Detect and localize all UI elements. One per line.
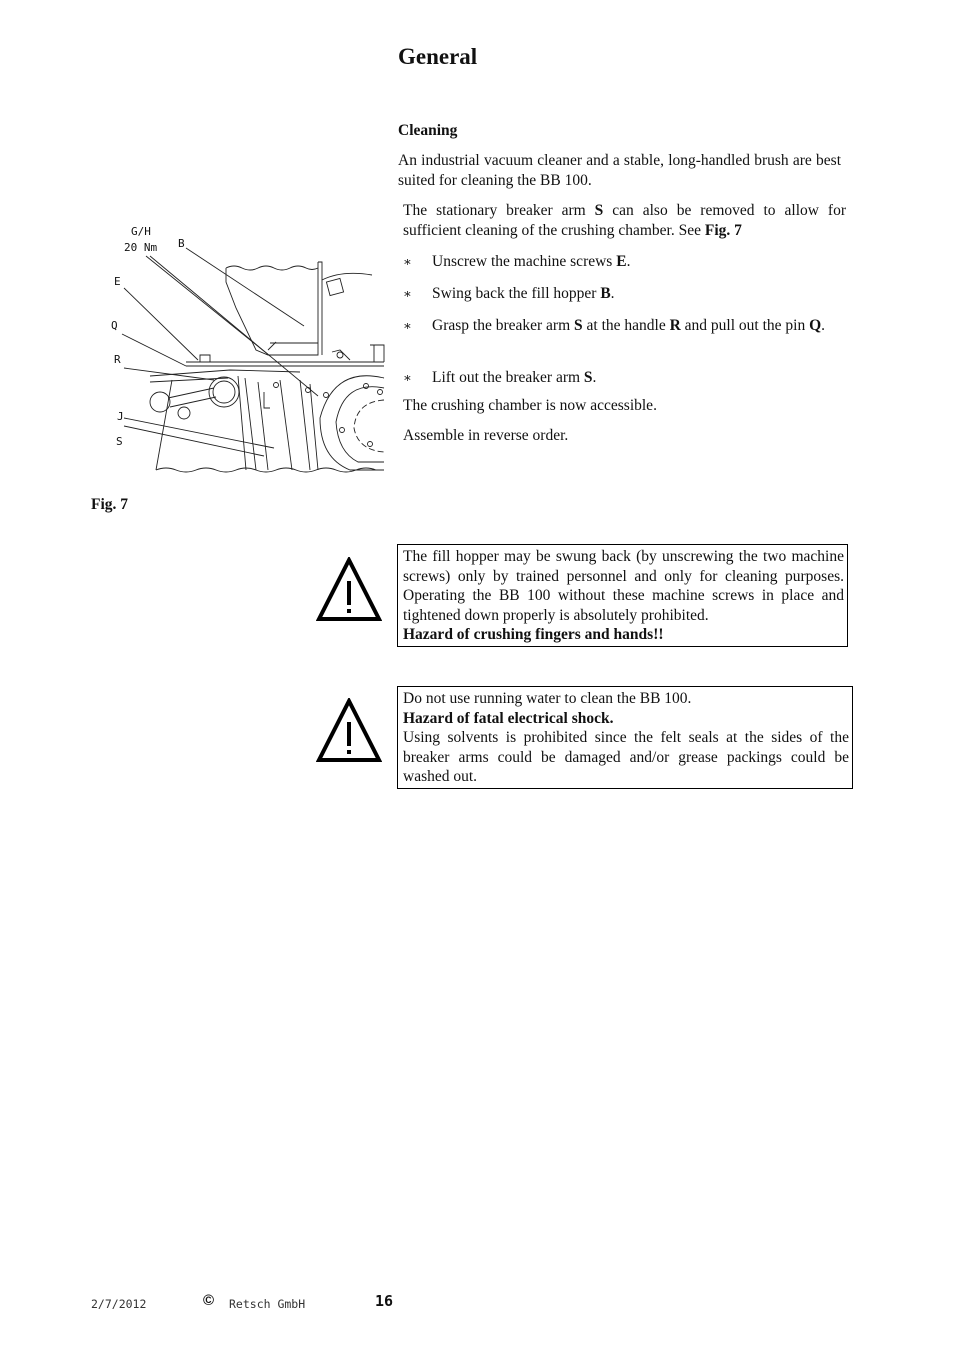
- part-label: R: [669, 317, 681, 334]
- page-title: General: [398, 44, 478, 69]
- warning-hazard: Hazard of crushing fingers and hands!!: [403, 626, 664, 644]
- part-label: Q: [809, 317, 822, 334]
- label-e: E: [114, 275, 121, 288]
- part-label: B: [600, 285, 611, 302]
- label-torque: 20 Nm: [124, 241, 158, 254]
- breaker-arm-paragraph: [403, 201, 846, 240]
- label-s: S: [116, 435, 123, 448]
- text-segment: and pull out the pin: [680, 317, 810, 334]
- text-segment: .: [821, 317, 826, 334]
- figure-caption: Fig. 7: [91, 496, 129, 513]
- page-number: 16: [375, 1292, 394, 1310]
- text-segment: .: [626, 253, 631, 270]
- bullet-icon: ∗: [403, 254, 412, 269]
- label-r: R: [114, 353, 121, 366]
- text-segment: can also be removed to allow for sufficient cleaning of the crushing chamber. See: [403, 202, 846, 239]
- list-item: [403, 284, 846, 304]
- label-j: J: [117, 410, 124, 423]
- accessible-note: The crushing chamber is now accessible.: [403, 397, 657, 414]
- label-gh: G/H: [131, 225, 151, 238]
- figure-reference: Fig. 7: [704, 221, 742, 239]
- bullet-icon: ∗: [403, 370, 412, 385]
- warning-text: Using solvents is prohibited since the felt seals at the sides of the breaker arms could be damaged and/or grease packings could be washed out.: [403, 729, 849, 786]
- text-segment: .: [610, 285, 615, 302]
- reassemble-note: Assemble in reverse order.: [403, 427, 569, 444]
- warning-line: Do not use running water to clean the BB 100.: [403, 690, 692, 707]
- label-q: Q: [111, 319, 118, 332]
- text-segment: Unscrew the machine screws: [432, 253, 617, 270]
- warning-triangle-icon: [316, 698, 382, 764]
- text-segment: Swing back the fill hopper: [432, 285, 601, 302]
- intro-paragraph: An industrial vacuum cleaner and a stable, long-handled brush are best suited for cleaning the BB 100.: [398, 152, 841, 189]
- text-segment: The stationary breaker arm: [403, 202, 595, 219]
- text-segment: Grasp the breaker arm: [432, 317, 575, 334]
- machine-diagram: [105, 215, 390, 480]
- label-b: B: [178, 237, 185, 250]
- footer-company: Retsch GmbH: [229, 1297, 306, 1311]
- bullet-icon: ∗: [403, 318, 412, 333]
- part-label: S: [574, 317, 583, 334]
- warning-box-electrical: [397, 686, 853, 789]
- text-segment: .: [592, 369, 597, 386]
- part-label-s: S: [594, 202, 604, 219]
- warning-text: The fill hopper may be swung back (by unscrewing the two machine screws) only by trained personnel and only for cleaning purposes. Operating the BB 100 without these machine screws in place and tightened down properly is absolutely prohibited.: [403, 548, 844, 624]
- warning-triangle-icon: [316, 557, 382, 623]
- text-segment: at the handle: [582, 317, 670, 334]
- list-item: [403, 368, 846, 388]
- part-label: S: [583, 369, 593, 386]
- list-item: [403, 252, 846, 272]
- warning-box-crushing: [397, 544, 848, 647]
- part-label: E: [616, 253, 627, 270]
- copyright-icon: ©: [203, 1292, 215, 1309]
- bullet-icon: ∗: [403, 286, 412, 301]
- warning-hazard: Hazard of fatal electrical shock.: [403, 709, 614, 727]
- footer-date: 2/7/2012: [91, 1297, 147, 1311]
- text-segment: Lift out the breaker arm: [432, 369, 584, 386]
- section-heading: Cleaning: [398, 122, 458, 139]
- list-item: [403, 316, 846, 336]
